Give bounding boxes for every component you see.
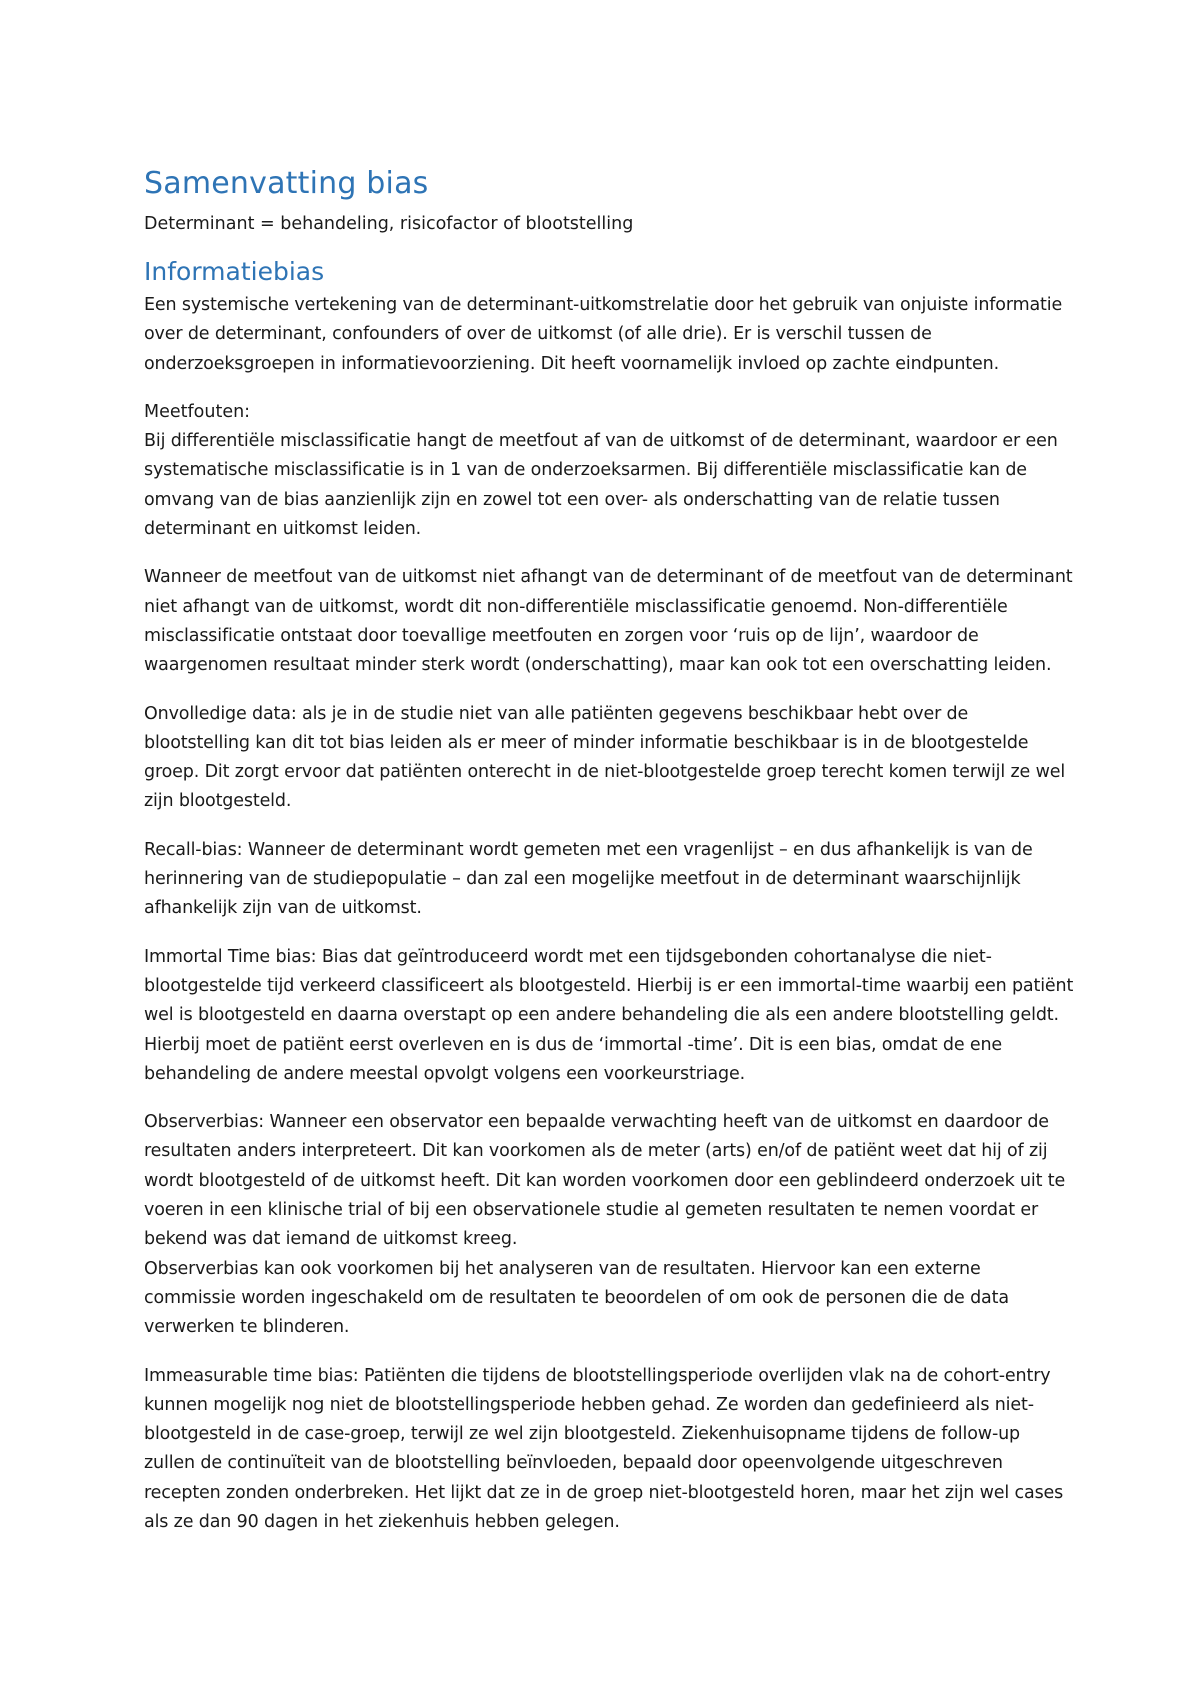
document-subtitle: Determinant = behandeling, risicofactor of blootstelling <box>144 214 634 234</box>
section-heading: Informatiebias <box>144 257 325 286</box>
document-title: Samenvatting bias <box>144 166 429 201</box>
immortal-time-bias-paragraph: Immortal Time bias: Bias dat geïntroduceerd wordt met een tijdsgebonden cohortanalyse die niet-blootgestelde tijd verkeerd classificeert als blootgesteld. Hierbij is er een immortal-time waarbij een patiënt wel is blootgesteld en daarna overstapt op een andere behandeling die als een andere blootstelling geldt. Hierbij moet de patiënt eerst overleven en is dus de ‘immortal -time’. Dit is een bias, omdat de ene behandeling de andere meestal opvolgt volgens een voorkeurstriage. <box>144 946 1074 1084</box>
observerbias-paragraph-1: Observerbias: Wanneer een observator een bepaalde verwachting heeft van de uitkomst en daardoor de resultaten anders interpreteert. Dit kan voorkomen als de meter (arts) en/of de patiënt weet dat hij of zij wordt blootgesteld of de uitkomst heeft. Dit kan worden voorkomen door een geblindeerd onderzoek uit te voeren in een klinische trial of bij een observationele studie al gemeten resultaten te nemen voordat er bekend was dat iemand de uitkomst kreeg. <box>144 1112 1066 1250</box>
intro-paragraph: Een systemische vertekening van de determinant-uitkomstrelatie door het gebruik van onjuiste informatie over de determinant, confounders of over de uitkomst (of alle drie). Er is verschil tussen de onderzoeksgroepen in informatievoorziening. Dit heeft voornamelijk invloed op zachte eindpunten. <box>144 295 1063 374</box>
onvolledige-data-paragraph: Onvolledige data: als je in de studie niet van alle patiënten gegevens beschikbaar hebt over de blootstelling kan dit tot bias leiden als er meer of minder informatie beschikbaar is in de blootgestelde groep. Dit zorgt ervoor dat patiënten onterecht in de niet-blootgestelde groep terecht komen terwijl ze wel zijn blootgesteld. <box>144 703 1066 812</box>
recall-bias-paragraph: Recall-bias: Wanneer de determinant wordt gemeten met een vragenlijst – en dus afhankelijk is van de herinnering van de studiepopulatie – dan zal een mogelijke meetfout in de determinant waarschijnlijk afhankelijk zijn van de uitkomst. <box>144 839 1033 919</box>
observerbias-paragraph-2: Observerbias kan ook voorkomen bij het analyseren van de resultaten. Hiervoor kan een externe commissie worden ingeschakeld om de resultaten te beoordelen of om ook de personen die de data verwerken te blinderen. <box>144 1258 1009 1338</box>
meetfouten-paragraph-1: Bij differentiële misclassificatie hangt de meetfout af van de uitkomst of de determinant, waardoor er een systematische misclassificatie is in 1 van de onderzoeksarmen. Bij differentiële misclassificatie kan de omvang van de bias aanzienlijk zijn en zowel tot een over- als onderschatting van de relatie tussen determinant en uitkomst leiden. <box>144 431 1058 540</box>
meetfouten-label: Meetfouten: <box>144 401 251 422</box>
meetfouten-paragraph-2: Wanneer de meetfout van de uitkomst niet afhangt van de determinant of de meetfout van de determinant niet afhangt van de uitkomst, wordt dit non-differentiële misclassificatie genoemd. Non-differentiële misclassificatie ontstaat door toevallige meetfouten en zorgen voor ‘ruis op de lijn’, waardoor de waargenomen resultaat minder sterk wordt (onderschatting), maar kan ook tot een overschatting leiden. <box>144 567 1073 676</box>
document-page <box>144 164 1074 1556</box>
immeasurable-time-bias-paragraph: Immeasurable time bias: Patiënten die tijdens de blootstellingsperiode overlijden vlak na de cohort-entry kunnen mogelijk nog niet de blootstellingsperiode hebben gehad. Ze worden dan gedefinieerd als niet-blootgesteld in de case-groep, terwijl ze wel zijn blootgesteld. Ziekenhuisopname tijdens de follow-up zullen de continuïteit van de blootstelling beïnvloeden, bepaald door opeenvolgende uitgeschreven recepten zonden onderbreken. Het lijkt dat ze in de groep niet-blootgesteld horen, maar het zijn wel cases als ze dan 90 dagen in het ziekenhuis hebben gelegen. <box>144 1365 1064 1532</box>
